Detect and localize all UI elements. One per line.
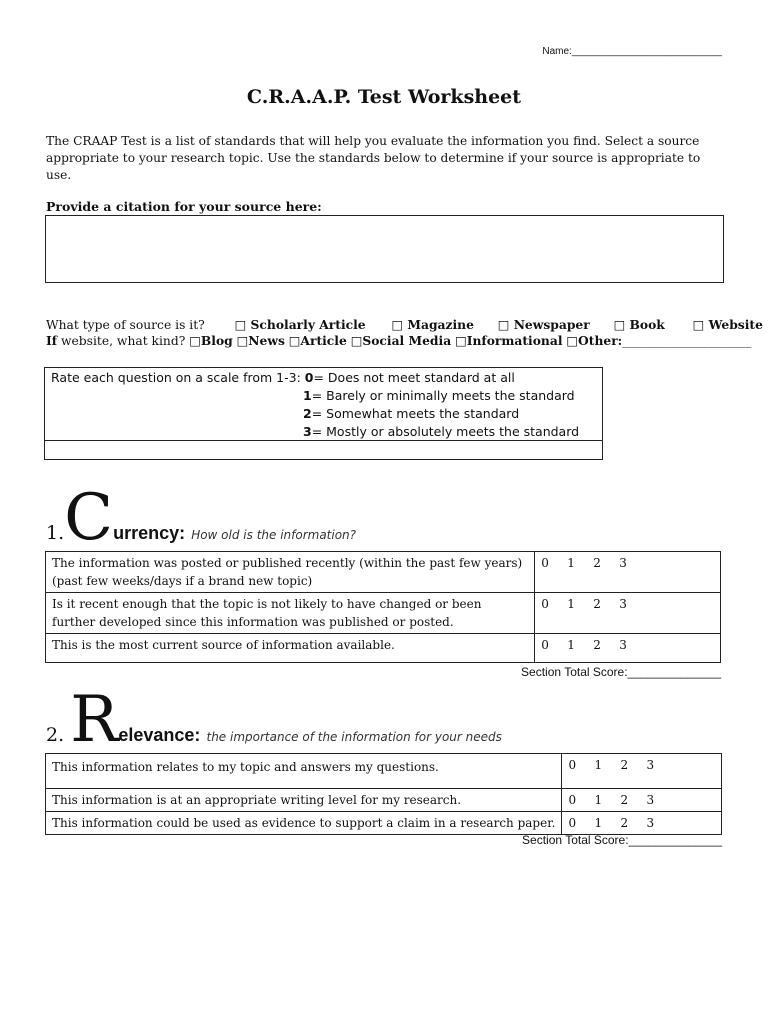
- score-scale[interactable]: 0 1 2 3: [535, 634, 721, 663]
- checkbox-icon[interactable]: □: [692, 317, 705, 332]
- checkbox-icon[interactable]: □: [234, 317, 247, 332]
- checkbox-icon[interactable]: □: [391, 317, 404, 332]
- table-row: [46, 754, 722, 789]
- checkbox-icon[interactable]: □: [350, 333, 363, 348]
- rating-level-3: 3= Mostly or absolutely meets the standard: [303, 424, 580, 439]
- checkbox-icon[interactable]: □: [566, 333, 579, 348]
- name-field[interactable]: [542, 46, 722, 57]
- table-row: [46, 812, 722, 835]
- currency-title: urrency:: [113, 523, 186, 543]
- source-type-row: [46, 317, 763, 332]
- rating-scale-box: [44, 367, 603, 460]
- currency-total[interactable]: [521, 665, 721, 679]
- option-scholarly-article[interactable]: □ Scholarly Article: [234, 317, 366, 332]
- total-blank[interactable]: ______________: [628, 833, 722, 847]
- criterion-text: Is it recent enough that the topic is not likely to have changed or been further developed since this information was published or posted.: [46, 593, 535, 634]
- kind-blog[interactable]: □Blog: [189, 333, 233, 348]
- kind-other[interactable]: □Other:: [566, 333, 623, 348]
- checkbox-icon[interactable]: □: [497, 317, 510, 332]
- name-blank[interactable]: ___________________________: [571, 46, 722, 57]
- total-label: Section Total Score:: [521, 665, 628, 679]
- kind-informational[interactable]: □Informational: [455, 333, 563, 348]
- kind-article[interactable]: □Article: [288, 333, 347, 348]
- checkbox-icon[interactable]: □: [236, 333, 249, 348]
- relevance-letter: R: [70, 683, 119, 757]
- criterion-text: This information is at an appropriate writing level for my research.: [46, 789, 562, 812]
- relevance-heading: [46, 683, 502, 757]
- citation-label: Provide a citation for your source here:: [46, 199, 322, 214]
- currency-subtitle: How old is the information?: [191, 528, 357, 542]
- relevance-number: 2.: [46, 724, 65, 746]
- criterion-text: This information relates to my topic and answers my questions.: [46, 754, 562, 789]
- currency-number: 1.: [46, 522, 65, 544]
- option-website[interactable]: □ Website: [692, 317, 763, 332]
- kind-social-media[interactable]: □Social Media: [350, 333, 452, 348]
- checkbox-icon[interactable]: □: [613, 317, 626, 332]
- checkbox-icon[interactable]: □: [288, 333, 301, 348]
- intro-text: The CRAAP Test is a list of standards that will help you evaluate the information you find. Select a source appropriate to your research topic. Use the standards below to determine if your source is appropriate to use.: [46, 134, 701, 182]
- relevance-subtitle: the importance of the information for your needs: [206, 730, 502, 744]
- website-kind-if: If: [46, 333, 58, 348]
- source-type-question: What type of source is it?: [46, 318, 205, 332]
- option-newspaper[interactable]: □ Newspaper: [497, 317, 590, 332]
- table-row: [46, 634, 721, 663]
- criterion-text: This is the most current source of information available.: [46, 634, 535, 663]
- score-scale[interactable]: 0 1 2 3: [562, 789, 722, 812]
- currency-heading: [46, 481, 357, 555]
- rating-level-2: 2= Somewhat meets the standard: [303, 406, 520, 421]
- name-label: Name:: [542, 46, 572, 57]
- kind-news[interactable]: □News: [236, 333, 285, 348]
- page-title: C.R.A.A.P. Test Worksheet: [246, 86, 522, 108]
- score-scale[interactable]: 0 1 2 3: [535, 552, 721, 593]
- rating-intro: Rate each question on a scale from 1-3: 0= Does not meet standard at all: [51, 370, 515, 385]
- option-magazine[interactable]: □ Magazine: [391, 317, 474, 332]
- other-blank[interactable]: _____________________: [622, 334, 752, 348]
- relevance-total[interactable]: [522, 833, 722, 847]
- total-blank[interactable]: ______________: [627, 665, 721, 679]
- relevance-title: elevance:: [118, 725, 201, 745]
- checkbox-icon[interactable]: □: [455, 333, 467, 348]
- score-scale[interactable]: 0 1 2 3: [562, 754, 722, 789]
- website-kind-question: website, what kind?: [60, 334, 186, 348]
- rating-divider: [45, 440, 602, 441]
- checkbox-icon[interactable]: □: [189, 333, 201, 348]
- score-scale[interactable]: 0 1 2 3: [562, 812, 722, 835]
- score-scale[interactable]: 0 1 2 3: [535, 593, 721, 634]
- table-row: [46, 789, 722, 812]
- total-label: Section Total Score:: [522, 833, 629, 847]
- relevance-table: [45, 753, 722, 835]
- criterion-text: The information was posted or published recently (within the past few years)(past few weeks/days if a brand new topic): [46, 552, 535, 593]
- website-kind-row: [46, 333, 751, 348]
- option-book[interactable]: □ Book: [613, 317, 665, 332]
- criterion-text: This information could be used as evidence to support a claim in a research paper.: [46, 812, 562, 835]
- currency-letter: C: [64, 481, 114, 555]
- currency-table: [45, 551, 721, 663]
- table-row: [46, 552, 721, 593]
- table-row: [46, 593, 721, 634]
- rating-level-1: 1= Barely or minimally meets the standard: [303, 388, 575, 403]
- citation-input-box[interactable]: [45, 215, 724, 283]
